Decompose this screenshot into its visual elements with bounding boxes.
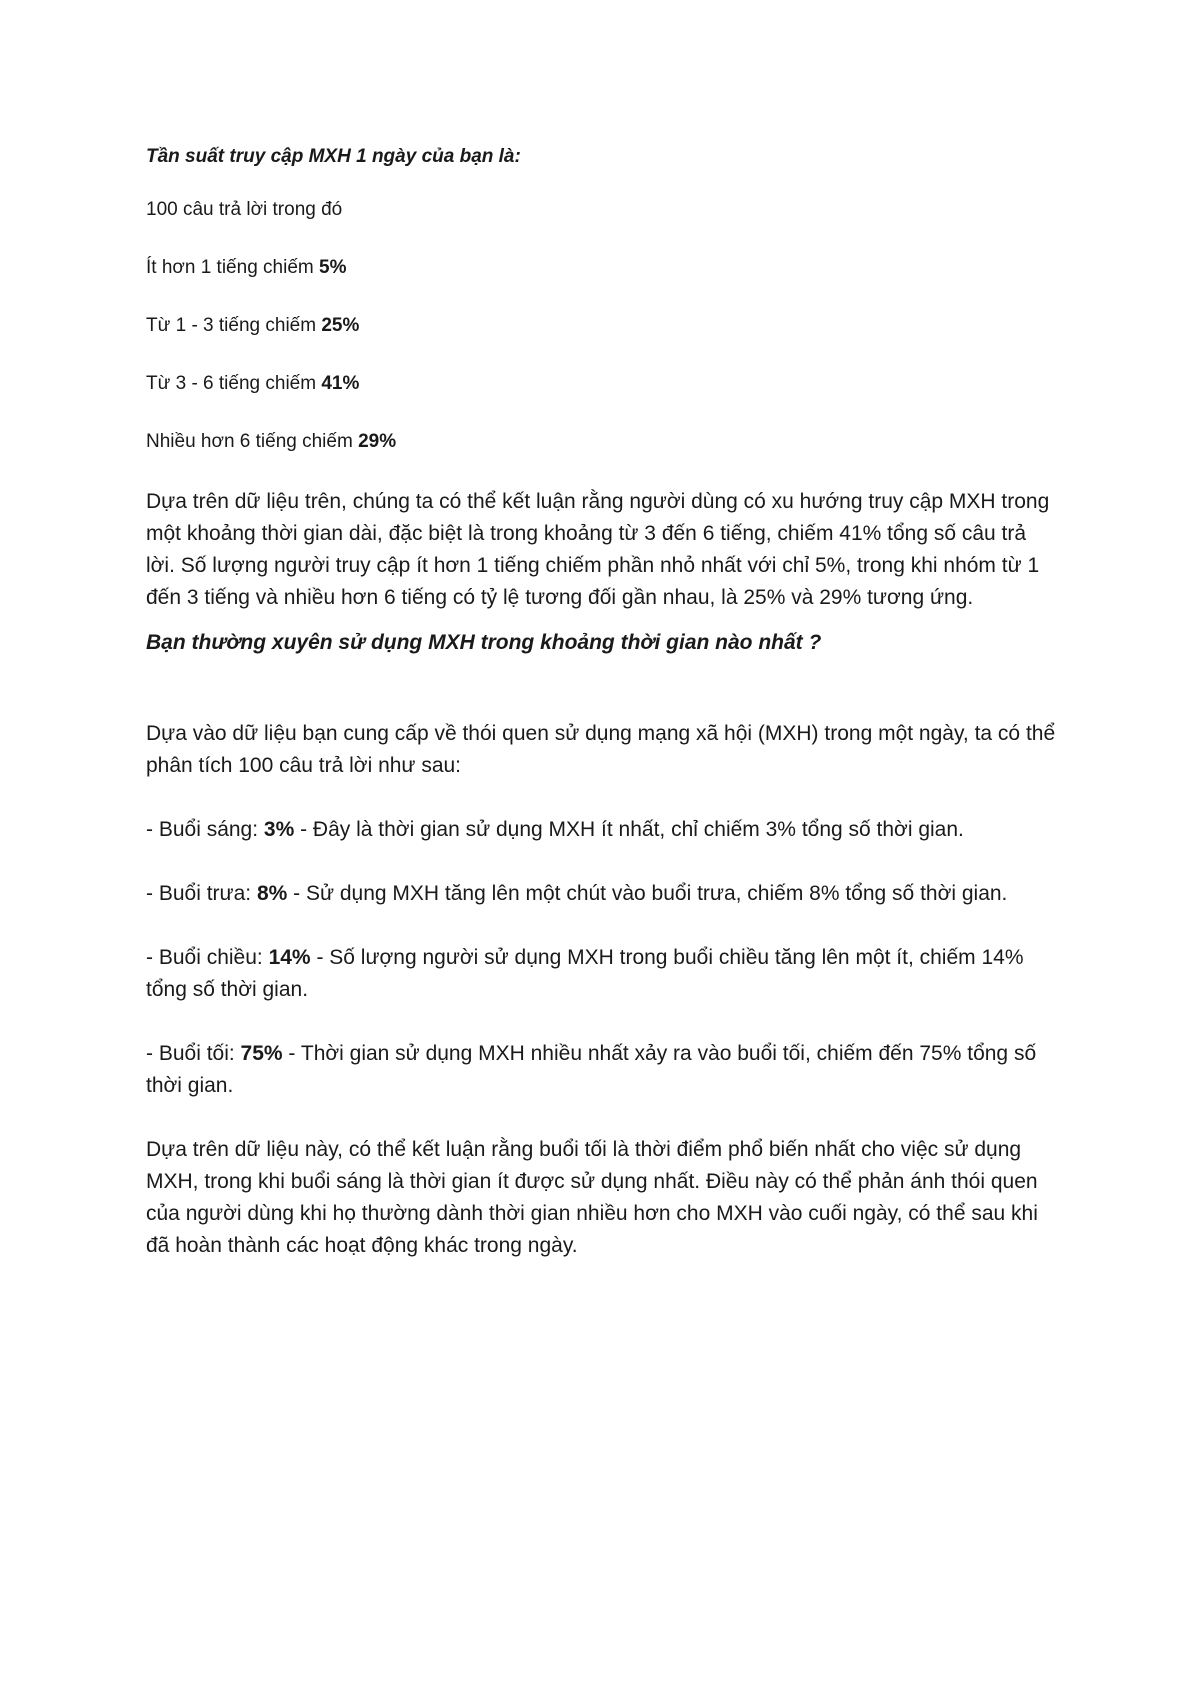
document-content xyxy=(146,143,1056,1262)
time-value: 75% xyxy=(240,1042,283,1065)
frequency-value: 41% xyxy=(321,373,360,394)
time-value: 3% xyxy=(263,818,295,841)
frequency-value: 5% xyxy=(319,257,347,278)
frequency-value: 25% xyxy=(321,315,360,336)
section2-heading: Bạn thường xuyên sử dụng MXH trong khoảng thời gian nào nhất ? xyxy=(146,631,822,654)
frequency-label: Nhiều hơn 6 tiếng chiếm xyxy=(146,431,359,452)
section2-intro: Dựa vào dữ liệu bạn cung cấp về thói quen sử dụng mạng xã hội (MXH) trong một ngày, ta có thể phân tích 100 câu trả lời như sau: xyxy=(146,722,1056,777)
time-item-morning xyxy=(146,814,1056,846)
frequency-label: Từ 3 - 6 tiếng chiếm xyxy=(146,373,322,394)
time-value: 14% xyxy=(268,946,311,969)
section1-analysis: Dựa trên dữ liệu trên, chúng ta có thể kết luận rằng người dùng có xu hướng truy cập MXH trong một khoảng thời gian dài, đặc biệt là trong khoảng từ 3 đến 6 tiếng, chiếm 41% tổng số câu trả lời. Số lượng người truy cập ít hơn 1 tiếng chiếm phần nhỏ nhất với chỉ 5%, trong khi nhóm từ 1 đến 3 tiếng và nhiều hơn 6 tiếng có tỷ lệ tương đối gần nhau, là 25% và 29% tương ứng. xyxy=(146,490,1050,609)
time-description: - Số lượng người sử dụng MXH trong buổi chiều tăng lên một ít, chiếm 14% tổng số thời gian. xyxy=(146,946,1024,1001)
time-item-evening xyxy=(146,1038,1056,1102)
frequency-item-2 xyxy=(146,312,1056,340)
frequency-item-1 xyxy=(146,254,1056,282)
frequency-value: 29% xyxy=(358,431,397,452)
section1-intro: 100 câu trả lời trong đó xyxy=(146,199,343,220)
time-label: - Buổi sáng: xyxy=(146,818,264,841)
time-description: - Thời gian sử dụng MXH nhiều nhất xảy ra vào buổi tối, chiếm đến 75% tổng số thời gian. xyxy=(146,1042,1037,1097)
frequency-item-4 xyxy=(146,428,1056,456)
frequency-item-3 xyxy=(146,370,1056,398)
frequency-label: Từ 1 - 3 tiếng chiếm xyxy=(146,315,322,336)
time-description: - Sử dụng MXH tăng lên một chút vào buổi trưa, chiếm 8% tổng số thời gian. xyxy=(287,882,1008,905)
time-value: 8% xyxy=(256,882,288,905)
frequency-label: Ít hơn 1 tiếng chiếm xyxy=(146,257,319,278)
section1-heading: Tần suất truy cập MXH 1 ngày của bạn là: xyxy=(146,146,521,167)
section2-conclusion: Dựa trên dữ liệu này, có thể kết luận rằng buổi tối là thời điểm phổ biến nhất cho việc sử dụng MXH, trong khi buổi sáng là thời gian ít được sử dụng nhất. Điều này có thể phản ánh thói quen của người dùng khi họ thường dành thời gian nhiều hơn cho MXH vào cuối ngày, có thể sau khi đã hoàn thành các hoạt động khác trong ngày. xyxy=(146,1138,1038,1257)
time-item-afternoon xyxy=(146,942,1056,1006)
time-description: - Đây là thời gian sử dụng MXH ít nhất, chỉ chiếm 3% tổng số thời gian. xyxy=(294,818,964,841)
time-item-noon xyxy=(146,878,1056,910)
time-label: - Buổi tối: xyxy=(146,1042,241,1065)
time-label: - Buổi trưa: xyxy=(146,882,257,905)
time-label: - Buổi chiều: xyxy=(146,946,269,969)
